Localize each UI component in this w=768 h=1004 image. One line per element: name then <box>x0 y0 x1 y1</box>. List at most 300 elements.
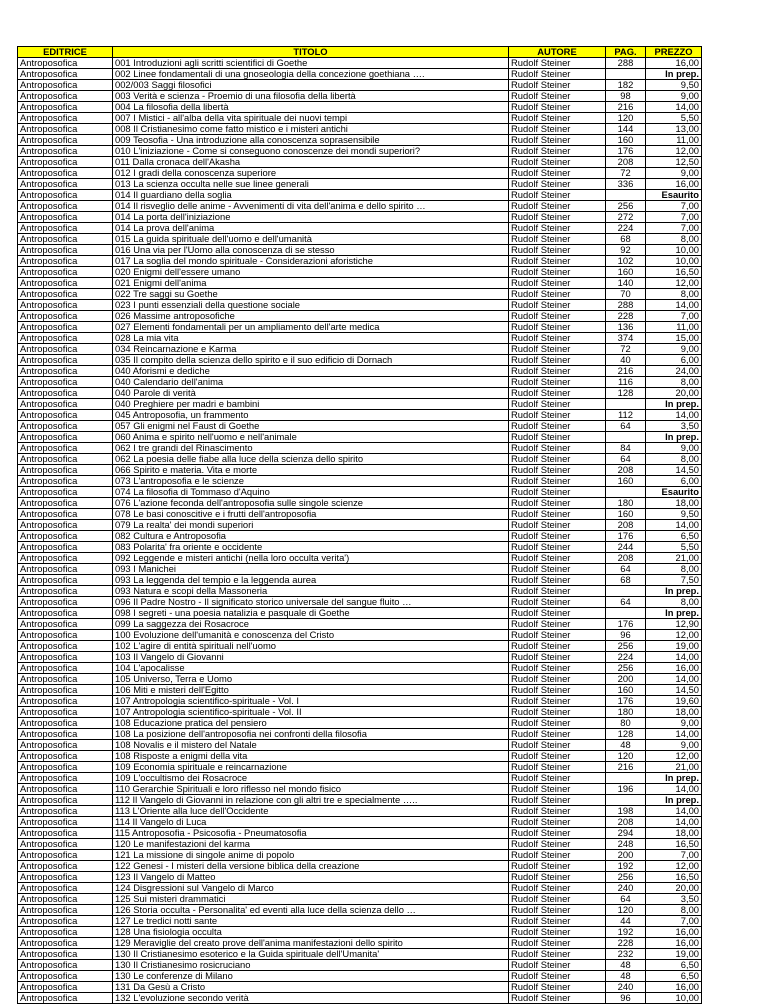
table-row <box>18 333 702 344</box>
cell-prezzo: 5,50 <box>646 113 702 124</box>
cell-prezzo: 16,00 <box>646 938 702 949</box>
cell-editrice: Antroposofica <box>18 806 113 817</box>
cell-editrice: Antroposofica <box>18 366 113 377</box>
cell-editrice: Antroposofica <box>18 432 113 443</box>
table-row <box>18 80 702 91</box>
cell-prezzo: 12,90 <box>646 619 702 630</box>
cell-autore: Rudolf Steiner <box>509 190 606 201</box>
table-row <box>18 663 702 674</box>
cell-editrice: Antroposofica <box>18 311 113 322</box>
cell-prezzo: 7,00 <box>646 223 702 234</box>
cell-autore: Rudolf Steiner <box>509 245 606 256</box>
cell-titolo: 105 Universo, Terra e Uomo <box>113 674 509 685</box>
cell-pag: 144 <box>606 124 646 135</box>
cell-autore: Rudolf Steiner <box>509 674 606 685</box>
cell-autore: Rudolf Steiner <box>509 256 606 267</box>
table-row <box>18 124 702 135</box>
table-row <box>18 179 702 190</box>
cell-pag: 288 <box>606 300 646 311</box>
cell-pag: 224 <box>606 652 646 663</box>
cell-pag: 44 <box>606 916 646 927</box>
cell-autore: Rudolf Steiner <box>509 91 606 102</box>
table-row <box>18 454 702 465</box>
cell-editrice: Antroposofica <box>18 443 113 454</box>
cell-pag: 64 <box>606 597 646 608</box>
cell-autore: Rudolf Steiner <box>509 168 606 179</box>
table-row <box>18 564 702 575</box>
cell-titolo: 028 La mia vita <box>113 333 509 344</box>
cell-titolo: 099 La saggezza dei Rosacroce <box>113 619 509 630</box>
cell-autore: Rudolf Steiner <box>509 201 606 212</box>
cell-autore: Rudolf Steiner <box>509 839 606 850</box>
cell-editrice: Antroposofica <box>18 938 113 949</box>
cell-pag: 96 <box>606 630 646 641</box>
cell-pag: 208 <box>606 817 646 828</box>
cell-editrice: Antroposofica <box>18 916 113 927</box>
cell-prezzo: 9,00 <box>646 91 702 102</box>
cell-pag: 228 <box>606 938 646 949</box>
cell-autore: Rudolf Steiner <box>509 553 606 564</box>
cell-titolo: 106 Miti e misteri dell'Egitto <box>113 685 509 696</box>
cell-autore: Rudolf Steiner <box>509 784 606 795</box>
table-row <box>18 740 702 751</box>
cell-autore: Rudolf Steiner <box>509 355 606 366</box>
table-row <box>18 91 702 102</box>
cell-pag <box>606 487 646 498</box>
cell-editrice: Antroposofica <box>18 927 113 938</box>
cell-editrice: Antroposofica <box>18 982 113 993</box>
cell-autore: Rudolf Steiner <box>509 586 606 597</box>
cell-prezzo: In prep. <box>646 608 702 619</box>
cell-pag: 120 <box>606 113 646 124</box>
cell-titolo: 093 Natura e scopi della Massoneria <box>113 586 509 597</box>
cell-autore: Rudolf Steiner <box>509 718 606 729</box>
cell-editrice: Antroposofica <box>18 333 113 344</box>
cell-prezzo: 6,50 <box>646 971 702 982</box>
table-row <box>18 245 702 256</box>
cell-titolo: 131 Da Gesù a Cristo <box>113 982 509 993</box>
table-row <box>18 476 702 487</box>
cell-prezzo: 14,00 <box>646 729 702 740</box>
cell-editrice: Antroposofica <box>18 487 113 498</box>
table-row <box>18 234 702 245</box>
table-row <box>18 795 702 806</box>
cell-prezzo: 19,60 <box>646 696 702 707</box>
cell-prezzo: 16,00 <box>646 663 702 674</box>
cell-pag: 160 <box>606 685 646 696</box>
cell-titolo: 014 La porta dell'iniziazione <box>113 212 509 223</box>
cell-autore: Rudolf Steiner <box>509 267 606 278</box>
cell-editrice: Antroposofica <box>18 91 113 102</box>
cell-pag: 40 <box>606 355 646 366</box>
table-row <box>18 630 702 641</box>
table-row <box>18 135 702 146</box>
cell-pag: 48 <box>606 971 646 982</box>
cell-titolo: 076 L'azione feconda dell'antroposofia sulle singole scienze <box>113 498 509 509</box>
cell-prezzo: 6,50 <box>646 960 702 971</box>
cell-editrice: Antroposofica <box>18 619 113 630</box>
cell-editrice: Antroposofica <box>18 344 113 355</box>
cell-editrice: Antroposofica <box>18 102 113 113</box>
cell-autore: Rudolf Steiner <box>509 487 606 498</box>
cell-editrice: Antroposofica <box>18 575 113 586</box>
cell-editrice: Antroposofica <box>18 278 113 289</box>
cell-autore: Rudolf Steiner <box>509 366 606 377</box>
cell-titolo: 115 Antroposofia - Psicosofia - Pneumatosofia <box>113 828 509 839</box>
cell-titolo: 132 L'evoluzione secondo verità <box>113 993 509 1004</box>
table-row <box>18 102 702 113</box>
cell-pag: 182 <box>606 80 646 91</box>
cell-autore: Rudolf Steiner <box>509 949 606 960</box>
table-row <box>18 531 702 542</box>
cell-prezzo: 14,00 <box>646 300 702 311</box>
cell-pag: 98 <box>606 91 646 102</box>
cell-prezzo: 8,00 <box>646 905 702 916</box>
cell-prezzo: 19,00 <box>646 949 702 960</box>
cell-pag: 198 <box>606 806 646 817</box>
cell-pag: 72 <box>606 344 646 355</box>
cell-prezzo: In prep. <box>646 773 702 784</box>
cell-editrice: Antroposofica <box>18 322 113 333</box>
cell-titolo: 078 Le basi conoscitive e i frutti dell'antroposofia <box>113 509 509 520</box>
cell-autore: Rudolf Steiner <box>509 311 606 322</box>
cell-titolo: 120 Le manifestazioni del karma <box>113 839 509 850</box>
table-row <box>18 652 702 663</box>
cell-prezzo: 9,00 <box>646 168 702 179</box>
cell-editrice: Antroposofica <box>18 729 113 740</box>
cell-autore: Rudolf Steiner <box>509 465 606 476</box>
table-row <box>18 366 702 377</box>
table-row <box>18 696 702 707</box>
cell-editrice: Antroposofica <box>18 674 113 685</box>
cell-pag: 294 <box>606 828 646 839</box>
cell-autore: Rudolf Steiner <box>509 729 606 740</box>
table-row <box>18 157 702 168</box>
cell-titolo: 113 L'Oriente alla luce dell'Occidente <box>113 806 509 817</box>
cell-autore: Rudolf Steiner <box>509 916 606 927</box>
cell-autore: Rudolf Steiner <box>509 135 606 146</box>
cell-autore: Rudolf Steiner <box>509 157 606 168</box>
cell-titolo: 100 Evoluzione dell'umanità e conoscenza del Cristo <box>113 630 509 641</box>
table-row <box>18 69 702 80</box>
cell-prezzo: 8,00 <box>646 597 702 608</box>
cell-titolo: 109 L'occultismo dei Rosacroce <box>113 773 509 784</box>
cell-prezzo: 8,00 <box>646 564 702 575</box>
cell-autore: Rudolf Steiner <box>509 520 606 531</box>
cell-prezzo: 14,00 <box>646 674 702 685</box>
cell-titolo: 040 Aforismi e dediche <box>113 366 509 377</box>
cell-prezzo: In prep. <box>646 69 702 80</box>
cell-pag: 48 <box>606 740 646 751</box>
cell-autore: Rudolf Steiner <box>509 564 606 575</box>
cell-titolo: 021 Enigmi dell'anima <box>113 278 509 289</box>
cell-titolo: 093 I Manichei <box>113 564 509 575</box>
cell-titolo: 083 Polarita' fra oriente e occidente <box>113 542 509 553</box>
cell-titolo: 007 I Mistici - all'alba della vita spirituale dei nuovi tempi <box>113 113 509 124</box>
cell-pag: 240 <box>606 982 646 993</box>
cell-titolo: 060 Anima e spirito nell'uomo e nell'animale <box>113 432 509 443</box>
cell-pag: 232 <box>606 949 646 960</box>
table-row <box>18 784 702 795</box>
table-row <box>18 509 702 520</box>
cell-autore: Rudolf Steiner <box>509 608 606 619</box>
cell-titolo: 073 L'antroposofia e le scienze <box>113 476 509 487</box>
cell-autore: Rudolf Steiner <box>509 531 606 542</box>
table-row <box>18 773 702 784</box>
cell-prezzo: 14,00 <box>646 817 702 828</box>
cell-prezzo: 9,00 <box>646 740 702 751</box>
cell-prezzo: 16,50 <box>646 267 702 278</box>
cell-pag: 176 <box>606 531 646 542</box>
cell-pag: 64 <box>606 894 646 905</box>
cell-editrice: Antroposofica <box>18 608 113 619</box>
header-autore: AUTORE <box>509 47 606 58</box>
table-row <box>18 850 702 861</box>
table-row <box>18 410 702 421</box>
cell-editrice: Antroposofica <box>18 465 113 476</box>
cell-pag: 64 <box>606 564 646 575</box>
cell-autore: Rudolf Steiner <box>509 993 606 1004</box>
cell-autore: Rudolf Steiner <box>509 509 606 520</box>
cell-editrice: Antroposofica <box>18 839 113 850</box>
cell-autore: Rudolf Steiner <box>509 113 606 124</box>
cell-titolo: 122 Genesi - I misteri della versione biblica della creazione <box>113 861 509 872</box>
cell-editrice: Antroposofica <box>18 795 113 806</box>
table-row <box>18 586 702 597</box>
table-row <box>18 487 702 498</box>
cell-autore: Rudolf Steiner <box>509 80 606 91</box>
cell-editrice: Antroposofica <box>18 993 113 1004</box>
cell-pag: 208 <box>606 157 646 168</box>
table-row <box>18 762 702 773</box>
cell-prezzo: 8,00 <box>646 234 702 245</box>
cell-pag: 116 <box>606 377 646 388</box>
cell-titolo: 001 Introduzioni agli scritti scientifici di Goethe <box>113 58 509 69</box>
cell-pag: 160 <box>606 509 646 520</box>
cell-prezzo: 13,00 <box>646 124 702 135</box>
table-row <box>18 872 702 883</box>
cell-pag: 128 <box>606 729 646 740</box>
table-row <box>18 553 702 564</box>
cell-prezzo: In prep. <box>646 432 702 443</box>
cell-pag: 374 <box>606 333 646 344</box>
cell-titolo: 034 Reincarnazione e Karma <box>113 344 509 355</box>
cell-pag: 256 <box>606 663 646 674</box>
cell-editrice: Antroposofica <box>18 872 113 883</box>
cell-pag <box>606 795 646 806</box>
table-row <box>18 542 702 553</box>
cell-editrice: Antroposofica <box>18 355 113 366</box>
cell-titolo: 110 Gerarchie Spirituali e loro riflesso nel mondo fisico <box>113 784 509 795</box>
cell-editrice: Antroposofica <box>18 685 113 696</box>
cell-autore: Rudolf Steiner <box>509 454 606 465</box>
table-row <box>18 707 702 718</box>
table-row <box>18 223 702 234</box>
cell-titolo: 062 La poesia delle fiabe alla luce della scienza dello spirito <box>113 454 509 465</box>
cell-editrice: Antroposofica <box>18 421 113 432</box>
cell-editrice: Antroposofica <box>18 454 113 465</box>
cell-titolo: 124 Disgressioni sul Vangelo di Marco <box>113 883 509 894</box>
cell-prezzo: 19,00 <box>646 641 702 652</box>
cell-autore: Rudolf Steiner <box>509 850 606 861</box>
cell-prezzo: 8,00 <box>646 454 702 465</box>
cell-titolo: 114 Il Vangelo di Luca <box>113 817 509 828</box>
table-row <box>18 256 702 267</box>
cell-titolo: 026 Massime antroposofiche <box>113 311 509 322</box>
cell-pag: 136 <box>606 322 646 333</box>
cell-editrice: Antroposofica <box>18 861 113 872</box>
cell-editrice: Antroposofica <box>18 113 113 124</box>
cell-editrice: Antroposofica <box>18 410 113 421</box>
cell-pag: 208 <box>606 553 646 564</box>
cell-prezzo: In prep. <box>646 399 702 410</box>
cell-autore: Rudolf Steiner <box>509 289 606 300</box>
cell-autore: Rudolf Steiner <box>509 300 606 311</box>
table-row <box>18 729 702 740</box>
cell-titolo: 108 Risposte a enigmi della vita <box>113 751 509 762</box>
cell-prezzo: 7,00 <box>646 311 702 322</box>
cell-pag: 180 <box>606 707 646 718</box>
cell-editrice: Antroposofica <box>18 212 113 223</box>
cell-pag: 240 <box>606 883 646 894</box>
cell-pag: 48 <box>606 960 646 971</box>
cell-pag: 92 <box>606 245 646 256</box>
cell-prezzo: 8,00 <box>646 289 702 300</box>
cell-prezzo: 12,00 <box>646 278 702 289</box>
cell-prezzo: 14,00 <box>646 806 702 817</box>
table-row <box>18 58 702 69</box>
cell-titolo: 130 Il Cristianesimo esoterico e la Guida spirituale dell'Umanita' <box>113 949 509 960</box>
cell-editrice: Antroposofica <box>18 80 113 91</box>
cell-prezzo: 14,00 <box>646 102 702 113</box>
cell-editrice: Antroposofica <box>18 234 113 245</box>
cell-pag: 160 <box>606 267 646 278</box>
cell-pag: 176 <box>606 619 646 630</box>
cell-editrice: Antroposofica <box>18 652 113 663</box>
table-row <box>18 168 702 179</box>
cell-prezzo: 6,00 <box>646 355 702 366</box>
table-row <box>18 498 702 509</box>
cell-pag <box>606 190 646 201</box>
cell-prezzo: 7,00 <box>646 916 702 927</box>
cell-editrice: Antroposofica <box>18 740 113 751</box>
cell-pag: 196 <box>606 784 646 795</box>
cell-editrice: Antroposofica <box>18 509 113 520</box>
cell-prezzo: 20,00 <box>646 388 702 399</box>
table-row <box>18 982 702 993</box>
cell-titolo: 107 Antropologia scientifico-spirituale - Vol. II <box>113 707 509 718</box>
cell-titolo: 108 La posizione dell'antroposofia nei confronti della filosofia <box>113 729 509 740</box>
cell-editrice: Antroposofica <box>18 553 113 564</box>
cell-autore: Rudolf Steiner <box>509 179 606 190</box>
cell-prezzo: 18,00 <box>646 498 702 509</box>
cell-editrice: Antroposofica <box>18 597 113 608</box>
cell-prezzo: 16,00 <box>646 58 702 69</box>
cell-pag: 224 <box>606 223 646 234</box>
table-row <box>18 388 702 399</box>
cell-autore: Rudolf Steiner <box>509 69 606 80</box>
cell-titolo: 096 Il Padre Nostro - Il significato storico universale del sangue fluito … <box>113 597 509 608</box>
cell-autore: Rudolf Steiner <box>509 597 606 608</box>
cell-titolo: 027 Elementi fondamentali per un ampliamento dell'arte medica <box>113 322 509 333</box>
cell-editrice: Antroposofica <box>18 828 113 839</box>
table-row <box>18 960 702 971</box>
table-row <box>18 949 702 960</box>
cell-autore: Rudolf Steiner <box>509 707 606 718</box>
cell-titolo: 057 Gli enigmi nel Faust di Goethe <box>113 421 509 432</box>
cell-prezzo: In prep. <box>646 586 702 597</box>
cell-pag <box>606 586 646 597</box>
cell-autore: Rudolf Steiner <box>509 751 606 762</box>
table-row <box>18 916 702 927</box>
cell-autore: Rudolf Steiner <box>509 652 606 663</box>
cell-autore: Rudolf Steiner <box>509 861 606 872</box>
cell-titolo: 102 L'agire di entità spirituali nell'uomo <box>113 641 509 652</box>
cell-editrice: Antroposofica <box>18 630 113 641</box>
cell-titolo: 130 Le conferenze di Milano <box>113 971 509 982</box>
cell-editrice: Antroposofica <box>18 146 113 157</box>
cell-prezzo: 16,50 <box>646 839 702 850</box>
table-row <box>18 597 702 608</box>
cell-titolo: 107 Antropologia scientifico-spirituale - Vol. I <box>113 696 509 707</box>
cell-titolo: 066 Spirito e materia. Vita e morte <box>113 465 509 476</box>
cell-prezzo: 16,00 <box>646 927 702 938</box>
table-row <box>18 861 702 872</box>
cell-editrice: Antroposofica <box>18 124 113 135</box>
table-row <box>18 355 702 366</box>
cell-editrice: Antroposofica <box>18 476 113 487</box>
cell-pag: 200 <box>606 674 646 685</box>
cell-autore: Rudolf Steiner <box>509 927 606 938</box>
cell-prezzo: 14,00 <box>646 652 702 663</box>
cell-editrice: Antroposofica <box>18 707 113 718</box>
table-row <box>18 344 702 355</box>
cell-prezzo: 7,00 <box>646 212 702 223</box>
cell-autore: Rudolf Steiner <box>509 410 606 421</box>
cell-prezzo: 6,00 <box>646 476 702 487</box>
cell-autore: Rudolf Steiner <box>509 399 606 410</box>
cell-prezzo: 12,00 <box>646 751 702 762</box>
cell-editrice: Antroposofica <box>18 179 113 190</box>
cell-titolo: 127 Le tredici notti sante <box>113 916 509 927</box>
table-row <box>18 608 702 619</box>
table-row <box>18 113 702 124</box>
cell-autore: Rudolf Steiner <box>509 575 606 586</box>
cell-pag: 96 <box>606 993 646 1004</box>
cell-titolo: 009 Teosofia - Una introduzione alla conoscenza soprasensibile <box>113 135 509 146</box>
cell-titolo: 128 Una fisiologia occulta <box>113 927 509 938</box>
cell-autore: Rudolf Steiner <box>509 223 606 234</box>
header-row <box>18 47 702 58</box>
cell-editrice: Antroposofica <box>18 399 113 410</box>
table-row <box>18 905 702 916</box>
header-titolo: TITOLO <box>113 47 509 58</box>
cell-editrice: Antroposofica <box>18 905 113 916</box>
cell-editrice: Antroposofica <box>18 300 113 311</box>
table-row <box>18 267 702 278</box>
table-row <box>18 817 702 828</box>
cell-editrice: Antroposofica <box>18 762 113 773</box>
cell-prezzo: 9,50 <box>646 509 702 520</box>
cell-editrice: Antroposofica <box>18 751 113 762</box>
cell-autore: Rudolf Steiner <box>509 102 606 113</box>
cell-pag: 244 <box>606 542 646 553</box>
cell-pag: 208 <box>606 465 646 476</box>
cell-titolo: 093 La leggenda del tempio e la leggenda aurea <box>113 575 509 586</box>
cell-titolo: 002/003 Saggi filosofici <box>113 80 509 91</box>
cell-editrice: Antroposofica <box>18 377 113 388</box>
cell-autore: Rudolf Steiner <box>509 542 606 553</box>
